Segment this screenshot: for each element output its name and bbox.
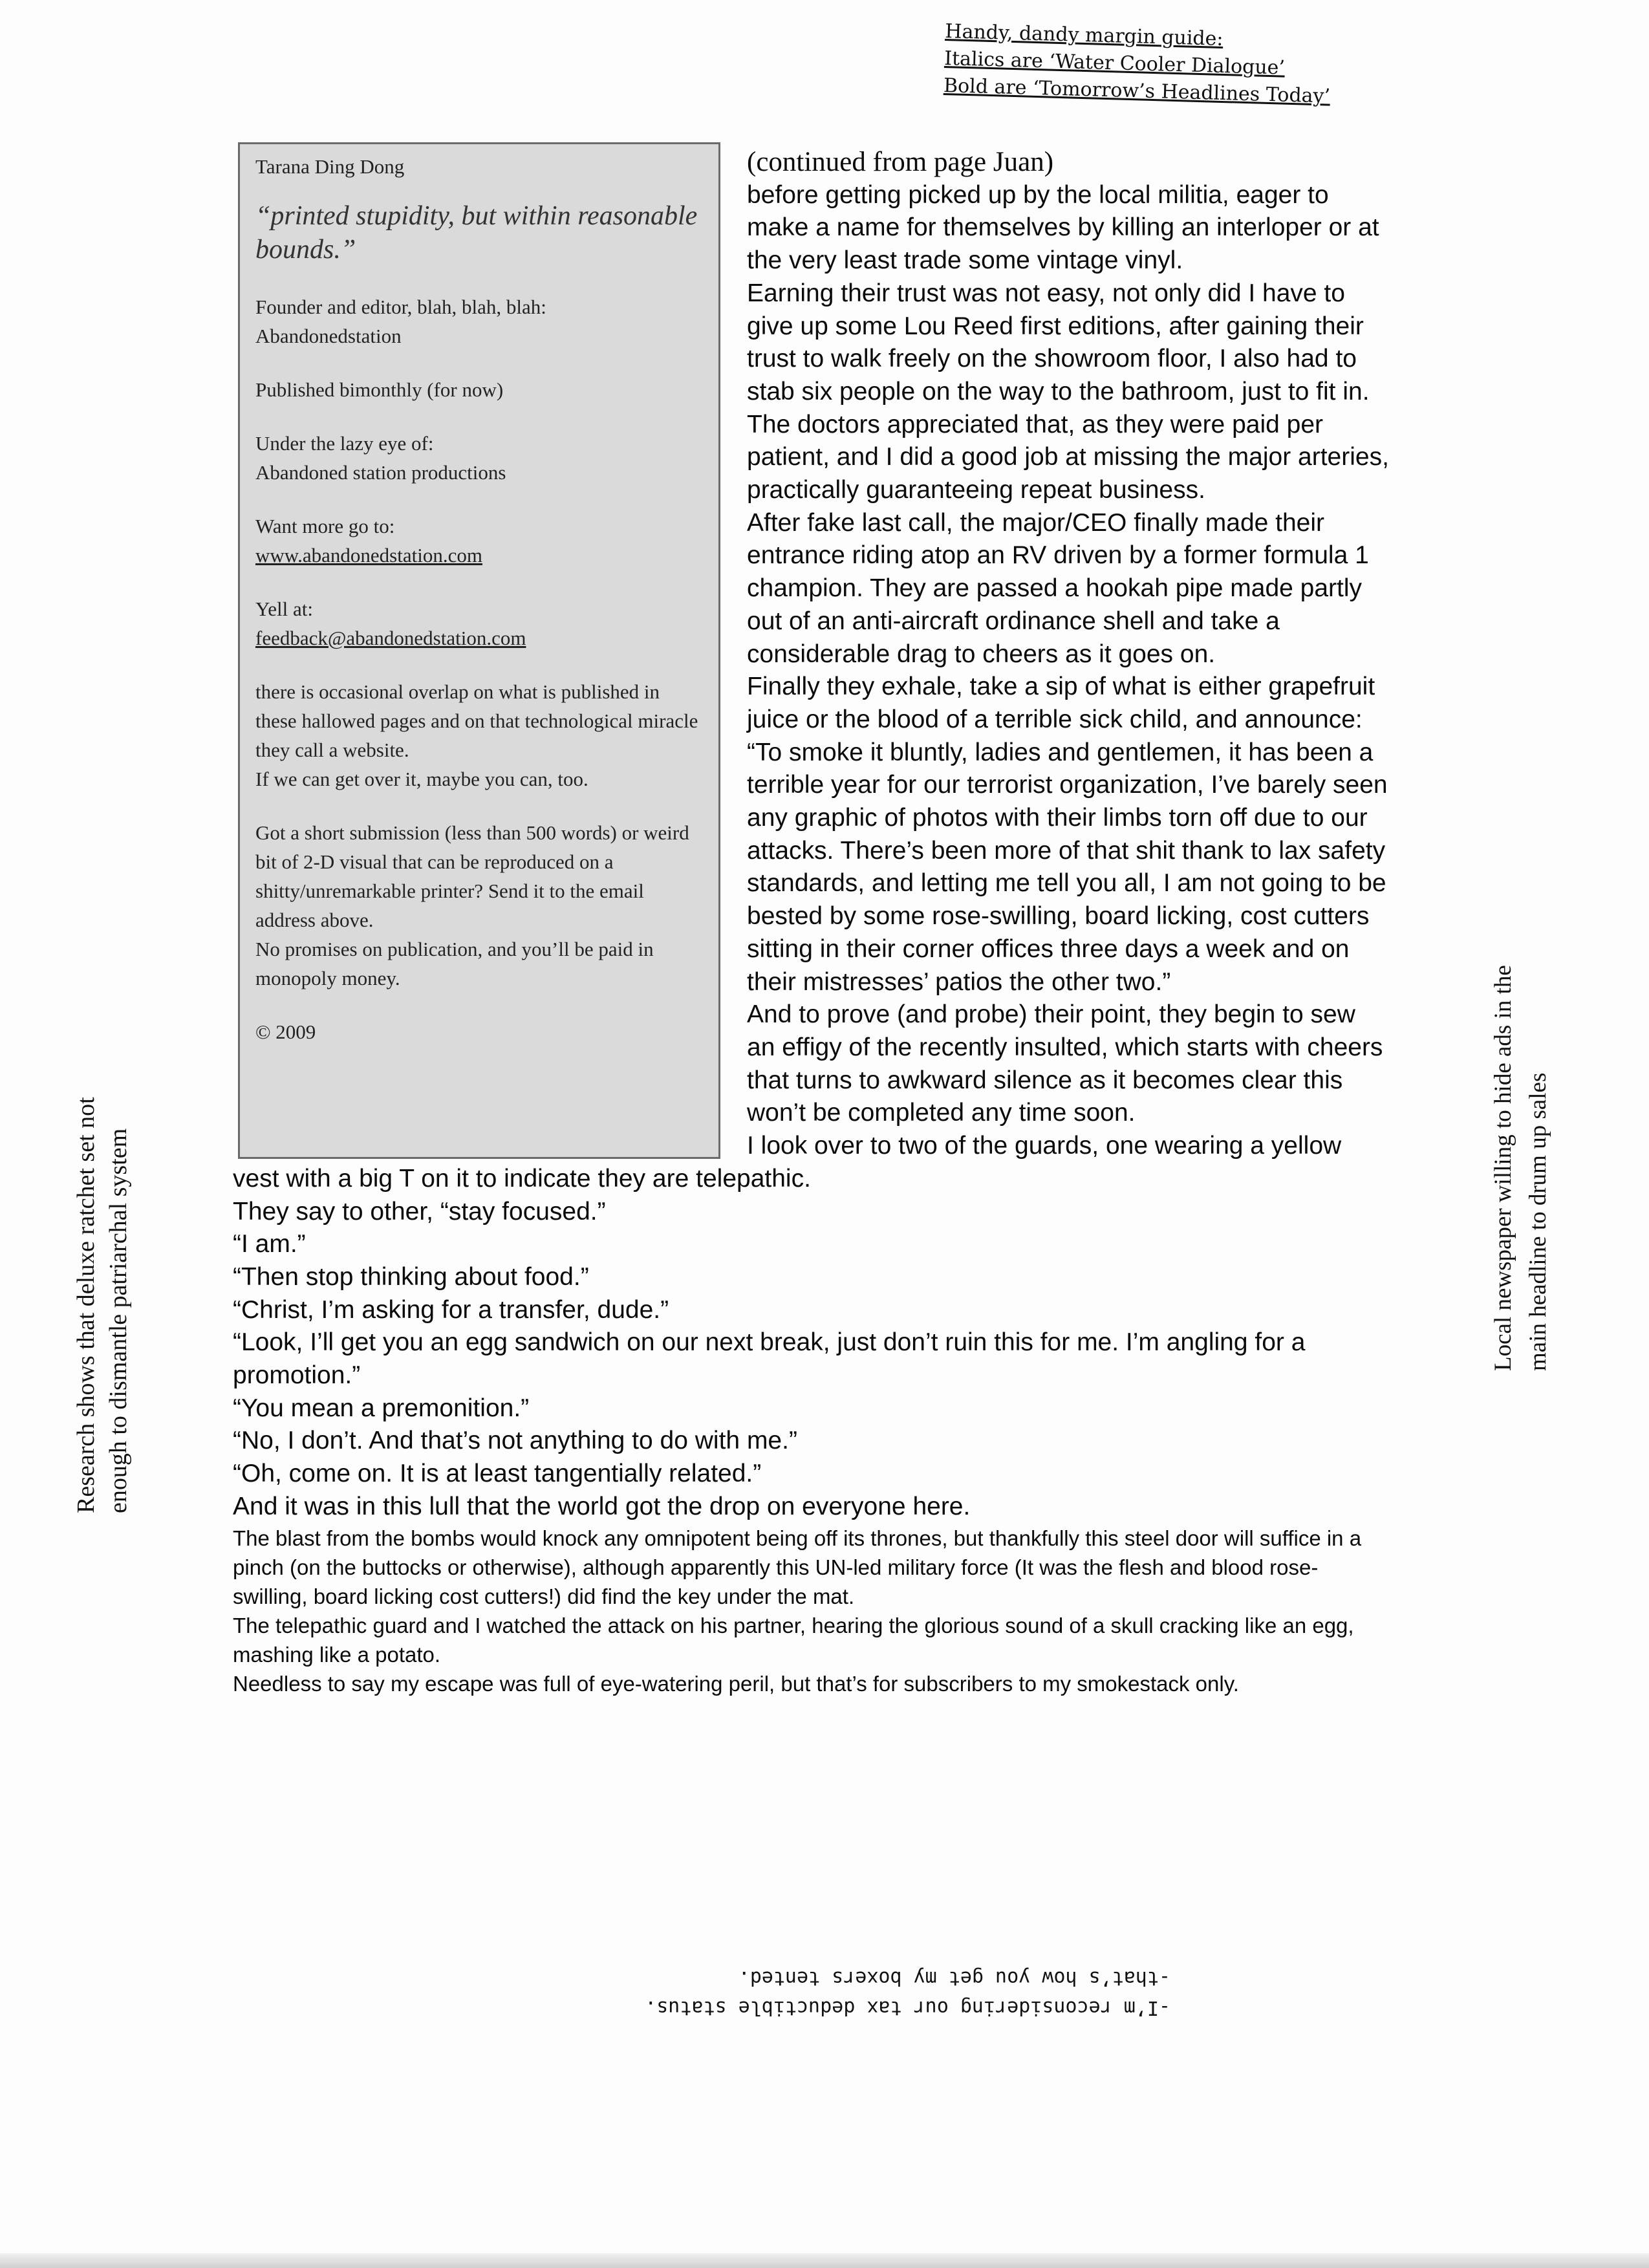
paragraph: Finally they exhale, take a sip of what is either grapefruit juice or the blood of a terrible sick child, and announce: — [747, 673, 1375, 733]
margin-guide-heading: Handy, dandy margin guide: — [944, 19, 1223, 50]
masthead-founder — [255, 292, 703, 351]
paragraph: And it was in this lull that the world got the drop on everyone here. — [233, 1492, 971, 1520]
masthead-box — [238, 142, 720, 1159]
bottom-dialogue-clipping — [645, 1963, 1170, 2022]
paragraph: Earning their trust was not easy, not only did I have to give up some Lou Reed first editions, after gaining their trust to walk freely on the showroom floor, I also had to stab six people on the way to the bathroom, just to fit in. — [747, 279, 1370, 405]
founder-name: Abandonedstation — [255, 325, 402, 347]
masthead-under — [255, 429, 703, 487]
left-clipping-line: Research shows that deluxe ratchet set not — [72, 1097, 100, 1513]
masthead-copyright: © 2009 — [255, 1021, 316, 1043]
paragraph: “To smoke it bluntly, ladies and gentlemen, it has been a terrible year for our terrorist organization, I’ve barely seen any graphic of photos with their limbs torn off due to our attacks. There’s been more of that shit thank to lax safety standards, and letting me tell you all, I am not going to be bested by some rose-swilling, board licking, cost cutters sitting in their corner offices three days a week and on their mistresses’ patios the other two.” — [747, 738, 1388, 996]
more-label: Want more go to: — [255, 515, 395, 537]
under-label: Under the lazy eye of: — [255, 432, 434, 455]
margin-guide-italics-note: Italics are ‘Water Cooler Dialogue’ — [943, 47, 1286, 80]
paragraph: They say to other, “stay focused.” — [233, 1197, 606, 1226]
paragraph: before getting picked up by the local militia, eager to make a name for themselves by killing an interloper or at the very least trade some vintage vinyl. — [747, 180, 1379, 275]
overlap-text-2: If we can get over it, maybe you can, too. — [255, 768, 588, 790]
paragraph: “You mean a premonition.” — [233, 1394, 530, 1422]
left-clipping-line: enough to dismantle patriarchal system — [105, 1128, 132, 1513]
scan-edge — [0, 2253, 1649, 2268]
founder-label: Founder and editor, blah, blah, blah: — [255, 296, 546, 318]
under-name: Abandoned station productions — [255, 461, 506, 484]
submission-text-2: No promises on publication, and you’ll be paid in monopoly money. — [255, 938, 654, 989]
paragraph: The doctors appreciated that, as they were paid per patient, and I did a good job at missing the major arteries, practically guaranteeing repeat business. — [747, 410, 1389, 504]
yell-label: Yell at: — [255, 598, 314, 620]
paragraph: The telepathic guard and I watched the attack on his partner, hearing the glorious sound of a skull cracking like an egg, mashing like a potato. — [233, 1613, 1354, 1667]
bottom-clipping-line: -I’m reconsidering our tax deductible status. — [645, 1996, 1170, 2019]
submission-text: Got a short submission (less than 500 words) or weird bit of 2-D visual that can be reproduced on a shitty/unremarkable printer? Send it to the email address above. — [255, 821, 689, 931]
masthead-more — [255, 512, 703, 570]
overlap-text: there is occasional overlap on what is published in these hallowed pages and on that technological miracle they call a website. — [255, 680, 698, 761]
paragraph: The blast from the bombs would knock any omnipotent being off its thrones, but thankfully this steel door will suffice in a pinch (on the buttocks or otherwise), although apparently this UN-led military force (It was the flesh and blood rose-swilling, board licking cost cutters!) did find the key under the mat. — [233, 1526, 1362, 1608]
masthead-yell — [255, 594, 703, 653]
margin-guide-bold-note: Bold are ‘Tomorrow’s Headlines Today’ — [943, 74, 1331, 108]
masthead-tagline: “printed stupidity, but within reasonable bounds.” — [255, 201, 698, 265]
paragraph: “No, I don’t. And that’s not anything to do with me.” — [233, 1427, 797, 1455]
paragraph: “Look, I’ll get you an egg sandwich on our next break, just don’t ruin this for me. I’m angling for a promotion.” — [233, 1328, 1306, 1390]
paragraph: Needless to say my escape was full of eye-watering peril, but that’s for subscribers to my smokestack only. — [233, 1671, 1239, 1696]
paragraph: “Christ, I’m asking for a transfer, dude.” — [233, 1295, 669, 1324]
website-link[interactable]: www.abandonedstation.com — [255, 544, 482, 567]
paragraph: “Then stop thinking about food.” — [233, 1262, 589, 1291]
bottom-clipping-line: -that’s how you get my boxers tented. — [738, 1967, 1170, 1989]
paragraph: And to prove (and probe) their point, they begin to sew an effigy of the recently insulted, which starts with cheers that turns to awkward silence as it becomes clear this won’t be completed any time soon. — [747, 1000, 1383, 1127]
masthead-published: Published bimonthly (for now) — [255, 378, 504, 401]
left-headline-clipping — [70, 931, 135, 1513]
paragraph: After fake last call, the major/CEO finally made their entrance riding atop an RV driven by a former formula 1 champion. They are passed a hookah pipe made partly out of an anti-aircraft ordinance shell and take a considerable drag to cheers as it goes on. — [747, 508, 1369, 668]
feedback-email-link[interactable]: feedback@abandonedstation.com — [255, 627, 526, 649]
paragraph: I look over to two of the guards, one wearing a yellow vest with a big T on it to indicate they are telepathic. — [233, 1132, 1342, 1193]
paragraph: “I am.” — [233, 1230, 306, 1258]
masthead-overlap — [255, 677, 703, 794]
margin-guide-clipping — [943, 18, 1417, 113]
right-headline-clipping — [1486, 841, 1556, 1371]
paragraph: “Oh, come on. It is at least tangentially related.” — [233, 1460, 762, 1488]
right-clipping-line: Local newspaper willing to hide ads in the — [1490, 965, 1516, 1371]
masthead-submission — [255, 818, 703, 993]
masthead-title: Tarana Ding Dong — [255, 155, 405, 178]
right-clipping-line: main headline to drum up sales — [1525, 1072, 1551, 1371]
continued-note: (continued from page Juan) — [747, 147, 1054, 177]
